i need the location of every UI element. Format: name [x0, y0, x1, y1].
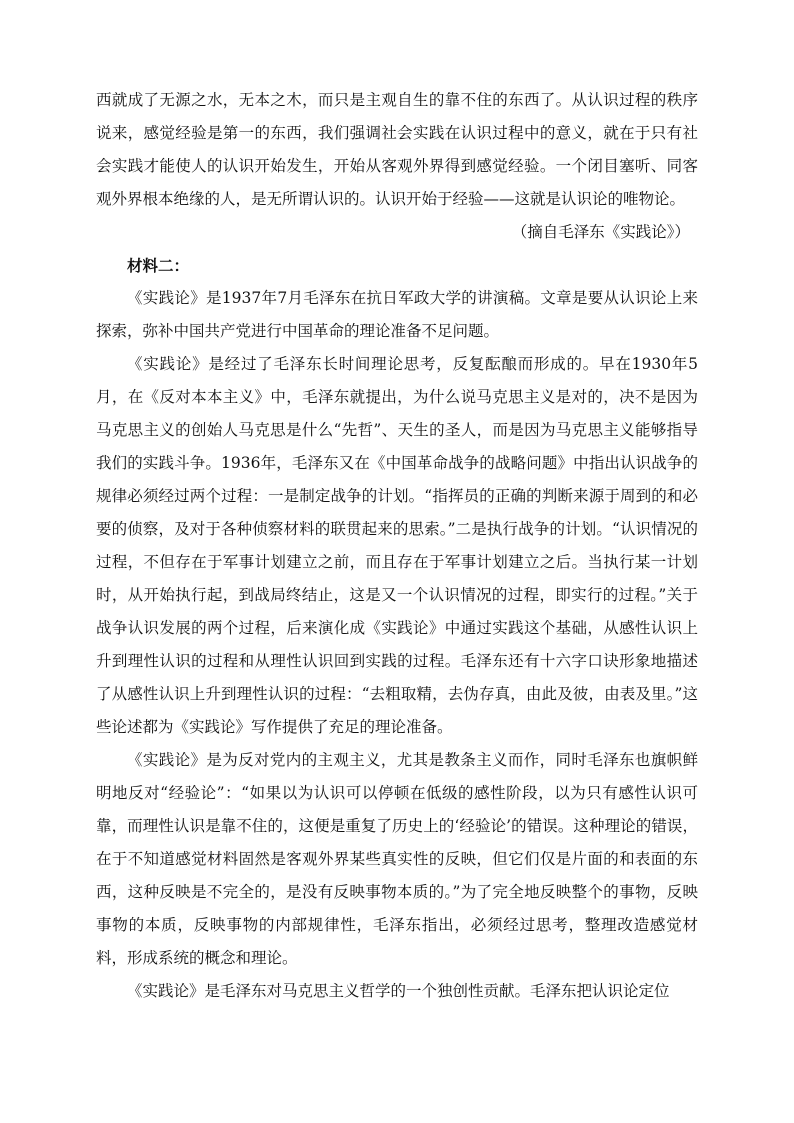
paragraph-1: 《实践论》是1937年7月毛泽东在抗日军政大学的讲演稿。文章是要从认识论上来探索，弥补中国共产党进行中国革命的理论准备不足问题。	[96, 289, 698, 340]
document-page	[96, 84, 698, 1008]
paragraph-continuation: 西就成了无源之水，无本之木，而只是主观自生的靠不住的东西了。从认识过程的秩序说来，感觉经验是第一的东西，我们强调社会实践在认识过程中的意义，就在于只有社会实践才能使人的认识开始发生，开始从客观外界得到感觉经验。一个闭目塞听、同客观外界根本绝缘的人，是无所谓认识的。认识开始于经验——这就是认识论的唯物论。	[96, 91, 698, 208]
paragraph-4: 《实践论》是毛泽东对马克思主义哲学的一个独创性贡献。毛泽东把认识论定位	[127, 982, 670, 1000]
paragraph-2: 《实践论》是经过了毛泽东长时间理论思考，反复酝酿而形成的。早在1930年5月，在《反对本本主义》中，毛泽东就提出，为什么说马克思主义是对的，决不是因为马克思主义的创始人马克思是什么“先哲”、天生的圣人，而是因为马克思主义能够指导我们的实践斗争。1936年，毛泽东又在《中国革命战争的战略问题》中指出认识战争的规律必须经过两个过程：一是制定战争的计划。“指挥员的正确的判断来源于周到的和必要的侦察，及对于各种侦察材料的联贯起来的思索。”二是执行战争的计划。“认识情况的过程，不但存在于军事计划建立之前，而且存在于军事计划建立之后。当执行某一计划时，从开始执行起，到战局终结止，这是又一个认识情况的过程，即实行的过程。”关于战争认识发展的两个过程，后来演化成《实践论》中通过实践这个基础，从感性认识上升到理性认识的过程和从理性认识回到实践的过程。毛泽东还有十六字口诀形象地描述了从感性认识上升到理性认识的过程：“去粗取精，去伪存真，由此及彼，由表及里。”这些论述都为《实践论》写作提供了充足的理论准备。	[96, 355, 698, 736]
paragraph-3: 《实践论》是为反对党内的主观主义，尤其是教条主义而作，同时毛泽东也旗帜鲜明地反对“经验论”：“如果以为认识可以停顿在低级的感性阶段，以为只有感性认识可靠，而理性认识是靠不住的，这便是重复了历史上的‘经验论’的错误。这种理论的错误，在于不知道感觉材料固然是客观外界某些真实性的反映，但它们仅是片面的和表面的东西，这种反映是不完全的，是没有反映事物本质的。”为了完全地反映整个的事物，反映事物的本质，反映事物的内部规律性，毛泽东指出，必须经过思考，整理改造感觉材料，形成系统的概念和理论。	[96, 751, 698, 967]
section-heading-material-two: 材料二：	[127, 256, 190, 275]
source-citation: （摘自毛泽东《实践论》）	[511, 223, 690, 241]
